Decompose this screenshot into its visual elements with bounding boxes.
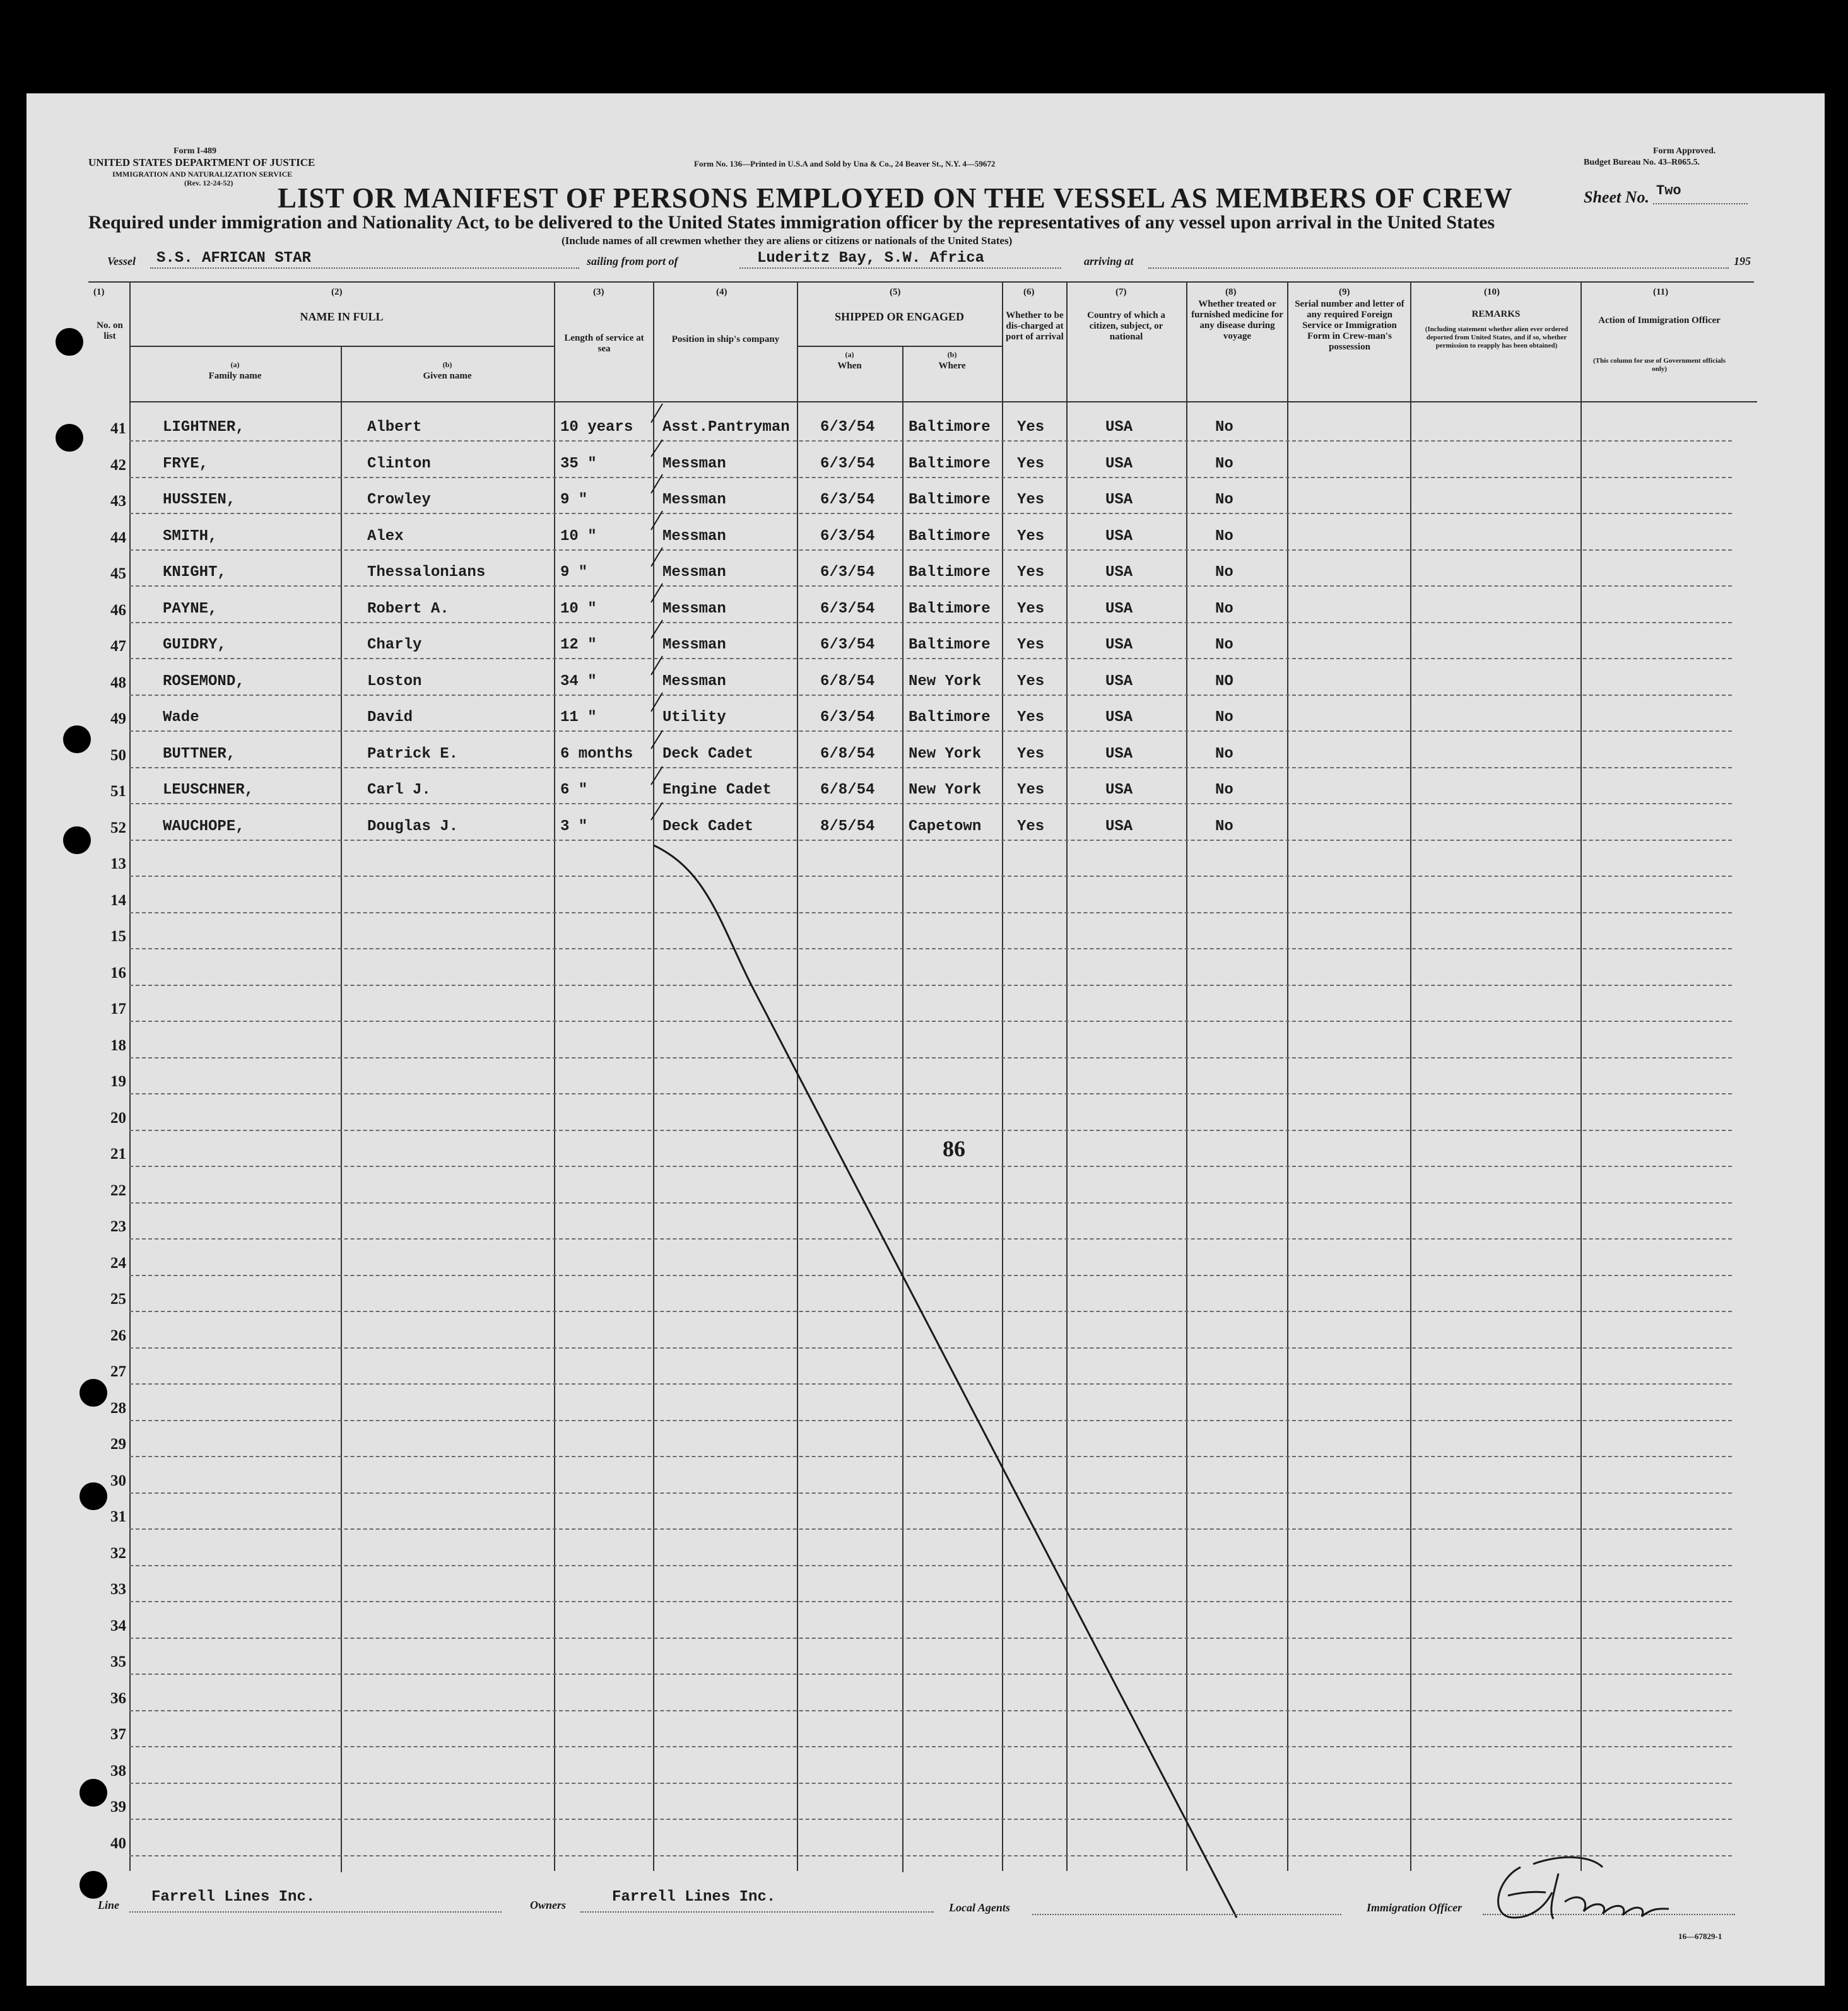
cell-position: Messman (662, 564, 726, 581)
header-given-name: Given name (423, 371, 472, 381)
cell-given-name: Alex (367, 527, 404, 545)
cell-family-name: BUTTNER, (163, 745, 236, 763)
cell-family-name: KNIGHT, (163, 564, 227, 581)
cell-position: Deck Cadet (662, 818, 754, 835)
row-number: 37 (110, 1726, 126, 1743)
cell-position: Utility (662, 709, 726, 726)
col-number: (8) (1225, 287, 1237, 297)
owners-label: Owners (530, 1899, 567, 1911)
cell-given-name: Douglas J. (367, 818, 459, 835)
header-where: Where (938, 361, 966, 371)
cell-service-length: 10 years (560, 419, 633, 436)
row-number: 15 (110, 928, 126, 945)
header-given-letter: (b) (442, 360, 452, 369)
header-medicine: Whether treated or furnished medicine for any disease during voyage (1191, 299, 1283, 341)
cell-country: USA (1105, 636, 1133, 654)
sheet-label: Sheet No. (1584, 188, 1649, 206)
cell-country: USA (1105, 745, 1133, 763)
cell-given-name: Patrick E. (367, 745, 459, 763)
row-number: 44 (110, 529, 126, 546)
cell-medicine: No (1215, 600, 1233, 618)
cell-given-name: Albert (367, 419, 422, 436)
cell-position: Messman (662, 527, 726, 545)
cell-shipped-where: Baltimore (909, 527, 991, 545)
cell-family-name: ROSEMOND, (163, 672, 245, 690)
header-shipped: SHIPPED OR ENGAGED (834, 310, 965, 323)
form-code: 16—67829-1 (1678, 1932, 1722, 1941)
cell-medicine: No (1215, 491, 1233, 508)
officer-signature (1483, 1848, 1672, 1930)
cell-discharge: Yes (1017, 527, 1045, 545)
cell-position: Messman (662, 491, 726, 508)
col-number: (11) (1653, 287, 1669, 297)
cell-country: USA (1105, 564, 1133, 581)
cell-family-name: WAUCHOPE, (163, 818, 245, 835)
cell-medicine: No (1215, 564, 1233, 581)
cell-shipped-where: Baltimore (909, 709, 991, 726)
row-number: 24 (110, 1254, 126, 1272)
header-where-letter: (b) (947, 350, 957, 359)
cell-position: Messman (662, 600, 726, 618)
cell-shipped-where: New York (909, 672, 982, 690)
cell-discharge: Yes (1017, 672, 1045, 690)
row-number: 34 (110, 1617, 126, 1634)
cell-country: USA (1105, 419, 1133, 436)
cell-medicine: No (1215, 709, 1233, 726)
row-number: 38 (110, 1762, 126, 1779)
cell-service-length: 11 " (560, 709, 597, 726)
header-officer-note: (This column for use of Government officials only) (1592, 357, 1726, 373)
cell-country: USA (1105, 672, 1133, 690)
row-number: 17 (110, 1000, 126, 1017)
service: IMMIGRATION AND NATURALIZATION SERVICE (112, 170, 293, 179)
vessel-name: S.S. AFRICAN STAR (156, 250, 311, 267)
row-number: 50 (110, 746, 126, 764)
row-number: 22 (110, 1181, 126, 1199)
line-value: Farrell Lines Inc. (151, 1889, 315, 1906)
cell-shipped-when: 6/3/54 (820, 709, 875, 726)
line-label: Line (98, 1899, 119, 1911)
cell-given-name: Robert A. (367, 600, 449, 618)
row-number: 36 (110, 1689, 126, 1707)
sheet-number: Two (1656, 183, 1681, 199)
vessel-label: Vessel (107, 255, 136, 267)
cell-shipped-where: New York (909, 745, 982, 763)
cell-given-name: Loston (367, 672, 422, 690)
col-number: (7) (1115, 287, 1127, 297)
cell-family-name: LEUSCHNER, (163, 782, 254, 799)
col-number: (10) (1484, 287, 1500, 297)
row-number: 18 (110, 1036, 126, 1054)
cell-country: USA (1105, 491, 1133, 508)
include-note: (Include names of all crewmen whether they are aliens or citizens or nationals of the United States) (562, 235, 1013, 247)
col-number: (1) (93, 287, 105, 297)
cell-medicine: No (1215, 818, 1233, 835)
cell-shipped-when: 6/3/54 (820, 600, 875, 618)
row-number: 46 (110, 601, 126, 619)
row-number: 52 (110, 819, 126, 836)
cell-shipped-when: 6/8/54 (820, 672, 875, 690)
cell-family-name: PAYNE, (163, 600, 218, 618)
cell-shipped-where: Baltimore (909, 455, 991, 472)
officer-label: Immigration Officer (1367, 1901, 1463, 1914)
row-number: 35 (110, 1653, 126, 1670)
header-country: Country of which a citizen, subject, or national (1087, 310, 1165, 342)
row-number: 30 (110, 1472, 126, 1489)
form-id: Form I-489 (174, 146, 217, 156)
cell-given-name: Thessalonians (367, 564, 486, 581)
row-number: 42 (110, 456, 126, 474)
col-number: (2) (331, 287, 343, 297)
cell-discharge: Yes (1017, 491, 1045, 508)
cell-service-length: 3 " (560, 818, 588, 835)
cell-shipped-where: New York (909, 782, 982, 799)
cell-service-length: 10 " (560, 600, 597, 618)
cell-family-name: HUSSIEN, (163, 491, 236, 508)
cell-shipped-when: 8/5/54 (820, 818, 875, 835)
cell-discharge: Yes (1017, 636, 1045, 654)
cell-country: USA (1105, 527, 1133, 545)
cell-shipped-where: Capetown (909, 818, 982, 835)
row-number: 45 (110, 565, 126, 582)
header-service: Length of service at sea (564, 333, 644, 354)
cell-family-name: SMITH, (163, 527, 218, 545)
printer-line: Form No. 136—Printed in U.S.A and Sold by Una & Co., 24 Beaver St., N.Y. 4—59672 (694, 159, 996, 168)
requirement-text: Required under immigration and Nationality Act, to be delivered to the United States immigration officer by the representatives of any vessel upon arrival in the United States (88, 212, 1495, 233)
row-number: 23 (110, 1218, 126, 1235)
cell-discharge: Yes (1017, 564, 1045, 581)
budget-bureau: Budget Bureau No. 43–R065.5. (1584, 158, 1700, 167)
cell-country: USA (1105, 818, 1133, 835)
header-when: When (837, 361, 862, 371)
row-number: 41 (110, 420, 126, 437)
header-family-name: Family name (208, 371, 262, 381)
cell-medicine: No (1215, 782, 1233, 799)
row-number: 20 (110, 1109, 126, 1127)
cell-shipped-when: 6/8/54 (820, 782, 875, 799)
arriving-label: arriving at (1084, 255, 1134, 267)
row-number: 40 (110, 1834, 126, 1852)
cell-given-name: David (367, 709, 413, 726)
cell-position: Asst.Pantryman (662, 419, 790, 436)
cell-service-length: 9 " (560, 564, 588, 581)
cell-discharge: Yes (1017, 419, 1045, 436)
stamp-number: 86 (943, 1136, 965, 1161)
row-number: 32 (110, 1544, 126, 1562)
cell-medicine: No (1215, 636, 1233, 654)
cell-discharge: Yes (1017, 600, 1045, 618)
department: UNITED STATES DEPARTMENT OF JUSTICE (88, 156, 315, 168)
cell-position: Deck Cadet (662, 745, 754, 763)
row-number: 13 (110, 855, 126, 872)
cell-service-length: 6 " (560, 782, 588, 799)
page-title: LIST OR MANIFEST OF PERSONS EMPLOYED ON THE VESSEL AS MEMBERS OF CREW (278, 182, 1513, 214)
row-number: 33 (110, 1581, 126, 1598)
cell-shipped-where: Baltimore (909, 564, 991, 581)
sailing-label: sailing from port of (587, 255, 678, 267)
cell-shipped-when: 6/3/54 (820, 564, 875, 581)
cell-shipped-when: 6/3/54 (820, 419, 875, 436)
cell-family-name: FRYE, (163, 455, 209, 472)
cell-shipped-when: 6/3/54 (820, 527, 875, 545)
header-family-letter: (a) (230, 360, 240, 369)
header-position: Position in ship's company (671, 334, 780, 344)
cell-discharge: Yes (1017, 745, 1045, 763)
row-number: 31 (110, 1508, 126, 1525)
cell-shipped-when: 6/8/54 (820, 745, 875, 763)
cell-service-length: 35 " (560, 455, 597, 472)
cell-country: USA (1105, 709, 1133, 726)
row-number: 47 (110, 638, 126, 655)
row-number: 25 (110, 1291, 126, 1308)
cell-service-length: 6 months (560, 745, 633, 763)
cell-shipped-where: Baltimore (909, 600, 991, 618)
cell-family-name: Wade (163, 709, 199, 726)
row-number: 43 (110, 493, 126, 510)
cell-medicine: NO (1215, 672, 1233, 690)
cell-service-length: 12 " (560, 636, 597, 654)
cell-shipped-when: 6/3/54 (820, 455, 875, 472)
cell-medicine: No (1215, 527, 1233, 545)
row-number: 16 (110, 964, 126, 982)
col-number: (6) (1023, 287, 1035, 297)
row-number: 27 (110, 1363, 126, 1380)
cell-position: Messman (662, 636, 726, 654)
cell-shipped-where: Baltimore (909, 491, 991, 508)
cell-given-name: Clinton (367, 455, 431, 472)
agents-label: Local Agents (949, 1901, 1010, 1914)
cell-given-name: Crowley (367, 491, 431, 508)
cell-discharge: Yes (1017, 455, 1045, 472)
row-number: 51 (110, 783, 126, 800)
row-number: 21 (110, 1146, 126, 1163)
row-number: 14 (110, 891, 126, 909)
header-officer-action: Action of Immigration Officer (1598, 315, 1721, 325)
col-number: (5) (890, 287, 901, 297)
cell-position: Messman (662, 672, 726, 690)
header-discharge: Whether to be dis-charged at port of arrival (1006, 310, 1064, 342)
cell-country: USA (1105, 600, 1133, 618)
cell-medicine: No (1215, 419, 1233, 436)
cell-shipped-when: 6/3/54 (820, 491, 875, 508)
cell-shipped-where: Baltimore (909, 636, 991, 654)
header-remarks-note: (Including statement whether alien ever ordered deported from United States, and if so, whether permission to reapply has been obtained) (1425, 325, 1568, 349)
col-number: (4) (716, 287, 727, 297)
row-number: 26 (110, 1327, 126, 1344)
cell-given-name: Charly (367, 636, 422, 654)
header-remarks: REMARKS (1471, 309, 1521, 319)
cell-position: Engine Cadet (662, 782, 772, 799)
year-prefix: 195 (1734, 255, 1751, 267)
row-number: 29 (110, 1436, 126, 1453)
header-serial: Serial number and letter of any required Foreign Service or Immigration Form in Crew-man's possession (1295, 299, 1404, 352)
row-number: 39 (110, 1798, 126, 1815)
form-approved: Form Approved. (1653, 146, 1716, 156)
cell-service-length: 9 " (560, 491, 588, 508)
cell-shipped-when: 6/3/54 (820, 636, 875, 654)
cell-given-name: Carl J. (367, 782, 431, 799)
cell-shipped-where: Baltimore (909, 419, 991, 436)
cell-service-length: 34 " (560, 672, 597, 690)
header-when-letter: (a) (845, 350, 854, 359)
cell-family-name: GUIDRY, (163, 636, 227, 654)
header-list-number: No. on list (97, 320, 123, 341)
cell-discharge: Yes (1017, 709, 1045, 726)
cell-country: USA (1105, 782, 1133, 799)
cell-discharge: Yes (1017, 782, 1045, 799)
cell-discharge: Yes (1017, 818, 1045, 835)
row-number: 28 (110, 1399, 126, 1417)
owners-value: Farrell Lines Inc. (612, 1889, 776, 1906)
cell-medicine: No (1215, 745, 1233, 763)
col-number: (9) (1339, 287, 1350, 297)
revision: (Rev. 12-24-52) (184, 179, 233, 187)
header-name: NAME IN FULL (300, 310, 384, 323)
col-number: (3) (593, 287, 604, 297)
row-number: 48 (110, 674, 126, 691)
cell-country: USA (1105, 455, 1133, 472)
cell-position: Messman (662, 455, 726, 472)
sailing-port: Luderitz Bay, S.W. Africa (757, 250, 985, 267)
row-number: 19 (110, 1073, 126, 1090)
cell-family-name: LIGHTNER, (163, 419, 245, 436)
cell-service-length: 10 " (560, 527, 597, 545)
row-number: 49 (110, 710, 126, 727)
cell-medicine: No (1215, 455, 1233, 472)
